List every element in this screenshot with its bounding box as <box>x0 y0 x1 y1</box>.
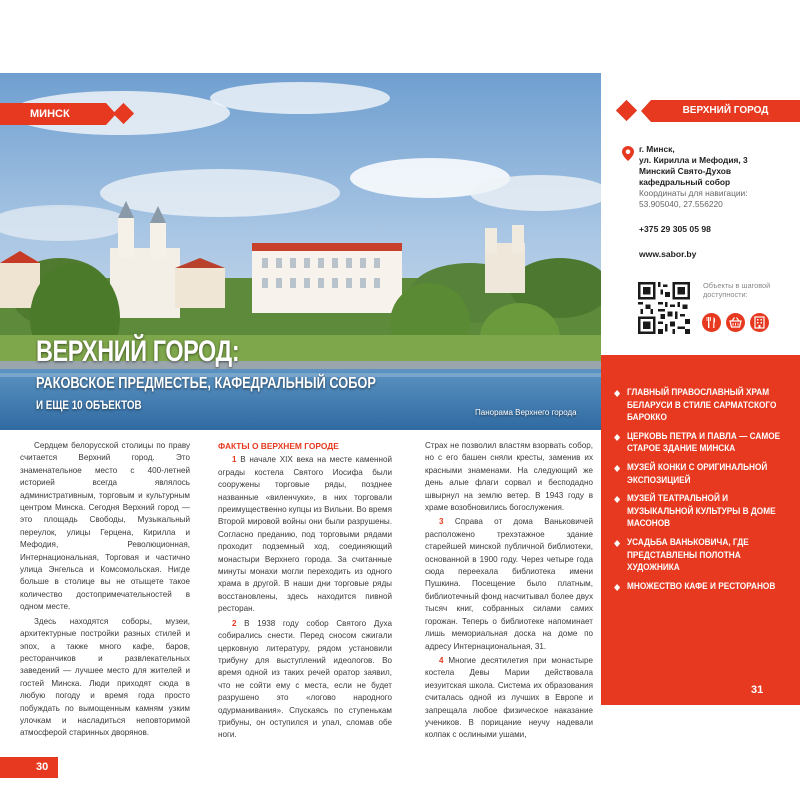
page-number-right: 31 <box>751 684 764 696</box>
fact-item <box>425 516 593 652</box>
highlight-item: МНОЖЕСТВО КАФЕ И РЕСТОРАНОВ <box>627 581 790 594</box>
right-page <box>601 73 800 705</box>
walking-label-line: доступности: <box>703 290 748 299</box>
highlight-item: ГЛАВНЫЙ ПРАВОСЛАВНЫЙ ХРАМ БЕЛАРУСИ В СТИЛЕ САРМАТСКОГО БАРОККО <box>627 387 790 425</box>
panorama-photo <box>0 73 601 430</box>
highlight-item: МУЗЕЙ ТЕАТРАЛЬНОЙ И МУЗЫКАЛЬНОЙ КУЛЬТУРЫ В ДОМЕ МАСОНОВ <box>627 493 790 531</box>
address-line: ул. Кирилла и Мефодия, 3 <box>639 155 748 165</box>
city-label: МИНСК <box>0 103 106 125</box>
fact-item <box>425 655 593 742</box>
coordinates-label: Координаты для навигации: <box>639 188 748 198</box>
left-page <box>0 73 601 773</box>
page-title: ВЕРХНИЙ ГОРОД: <box>36 335 240 368</box>
highlight-item: ЦЕРКОВЬ ПЕТРА И ПАВЛА — САМОЕ СТАРОЕ ЗДАНИЕ МИНСКА <box>627 431 790 456</box>
location-pin-icon <box>622 146 634 161</box>
fact-item <box>218 454 392 615</box>
restaurant-icon <box>702 313 721 332</box>
fact-number: 3 <box>439 517 444 527</box>
walking-distance-label <box>703 281 770 299</box>
highlight-item: МУЗЕЙ КОНКИ С ОРИГИНАЛЬНОЙ ЭКСПОЗИЦИЕЙ <box>627 462 790 487</box>
address-line: кафедральный собор <box>639 177 731 187</box>
fact-text: В 1938 году собор Святого Духа собирались снести. Перед сносом сжигали церковную литературу, рядом установили трибуну для выступлений идеологов. Во время одной из таких речей оратор заявил, что не сойти ему с места, если не будет разрушено это «логово народного одурманивания». Спускаясь по ступенькам трибуны, он оступился и упал, сломав обе ноги. <box>218 618 392 740</box>
photo-caption: Панорама Верхнего города <box>475 408 577 417</box>
section-tab-arrow <box>641 100 651 122</box>
coordinates-value: 53.905040, 27.556220 <box>639 199 723 209</box>
text-column-1 <box>20 440 190 740</box>
website-link[interactable]: www.sabor.by <box>639 249 697 259</box>
qr-code-icon[interactable] <box>638 282 690 334</box>
fact-text: Справа от дома Ваньковичей расположено трехэтажное здание старейшей минской публичной библиотеки, основанной в 1900 году. Через четыре года сюда переехала библиотека имени Пушкина. Посещение было платным, библиотечный фонд насчитывал более двух тысяч книг, собранных силами самих горожан. Теперь о библиотеке напоминает лишь мемориальная доска на доме по адресу Интернациональная, 31. <box>425 517 593 651</box>
fact-text: В начале XIX века на месте каменной ограды костела Святого Иосифа были сооружены торговые ряды, позднее названные «виленчуки», в них торговали преимущественно купцы из Вильни. Во время Второй мировой войны они были разрушены. Согласно преданию, под торговыми рядами проходит подземный ход, соединяющий монастыри Верхнего города. За считанные минуты монахи могли переходить из одного храма в другой. В наши дни торговые ряды восстановлены, здесь находится пивной ресторан. <box>218 455 392 614</box>
hotel-icon <box>750 313 769 332</box>
text-column-2 <box>218 440 392 742</box>
paragraph: Сердцем белорусской столицы по праву считается Верхний город. Это знаменательное место с 400-летней историей всегда являлось административным, торговым и культурным центром Минска. Сегодня Верхний город — это площадь Свободы, Музыкальный переулок, улицы Герцена, Кирилла и Мефодия, Революционная, Интернациональная, Торговая и частично улица Энгельса и Комсомольская. Нигде больше в столице вы не отыщете такое количество достопримечательностей в одном месте. <box>20 441 190 612</box>
fact-item <box>218 618 392 742</box>
facts-heading: ФАКТЫ О ВЕРХНЕМ ГОРОДЕ <box>218 441 339 451</box>
address-line: г. Минск, <box>639 144 675 154</box>
highlights-panel <box>601 355 800 705</box>
fact-number: 4 <box>439 655 444 665</box>
paragraph: Здесь находятся соборы, музеи, архитектурные постройки разных стилей и эпох, а также много кафе, баров, ресторанчиков и развлекательных заведений — лучшее место для жителей и гостей Минска. Люди приходят сюда в любую погоду и время года просто побуждать по вымощенным камням узким улочкам и насладиться неповторимой атмосферой старинных дворянов. <box>20 616 190 738</box>
text-column-3 <box>425 440 593 742</box>
fact-text: Многие десятилетия при монастыре костела Девы Марии действовала иезуитская школа. Система их образования считалась одной из лучших в Европе и запрещала любое физическое наказание учеников. В порицание неучу надевали колпак с ослиными ушами, <box>425 655 594 740</box>
shopping-basket-icon <box>726 313 745 332</box>
section-label: ВЕРХНИЙ ГОРОД <box>651 100 800 122</box>
page-subtitle-secondary: И ЕЩЕ 10 ОБЪЕКТОВ <box>36 398 142 412</box>
fact-continuation: Страх не позволил властям взорвать собор, но с его башен сняли кресты, заменив их красными знаменами. На следующий же день алые флаги сорвал и бесподадно швырнул на землю ветер. В 1943 году в храме возобновились богослужения. <box>425 441 593 513</box>
page-number-left: 30 <box>0 757 58 778</box>
walking-label-line: Объекты в шаговой <box>703 281 771 290</box>
highlight-item: УСАДЬБА ВАНЬКОВИЧА, ГДЕ ПРЕДСТАВЛЕНЫ ПОЛОТНА ХУДОЖНИКА <box>627 537 790 575</box>
fact-number: 2 <box>232 618 237 628</box>
address-line: Минский Свято-Духов <box>639 166 732 176</box>
fact-number: 1 <box>232 455 237 465</box>
page-subtitle: РАКОВСКОЕ ПРЕДМЕСТЬЕ, КАФЕДРАЛЬНЫЙ СОБОР <box>36 375 376 392</box>
diamond-marker <box>616 100 637 121</box>
phone-number: +375 29 305 05 98 <box>639 224 711 234</box>
address-block <box>639 144 799 210</box>
